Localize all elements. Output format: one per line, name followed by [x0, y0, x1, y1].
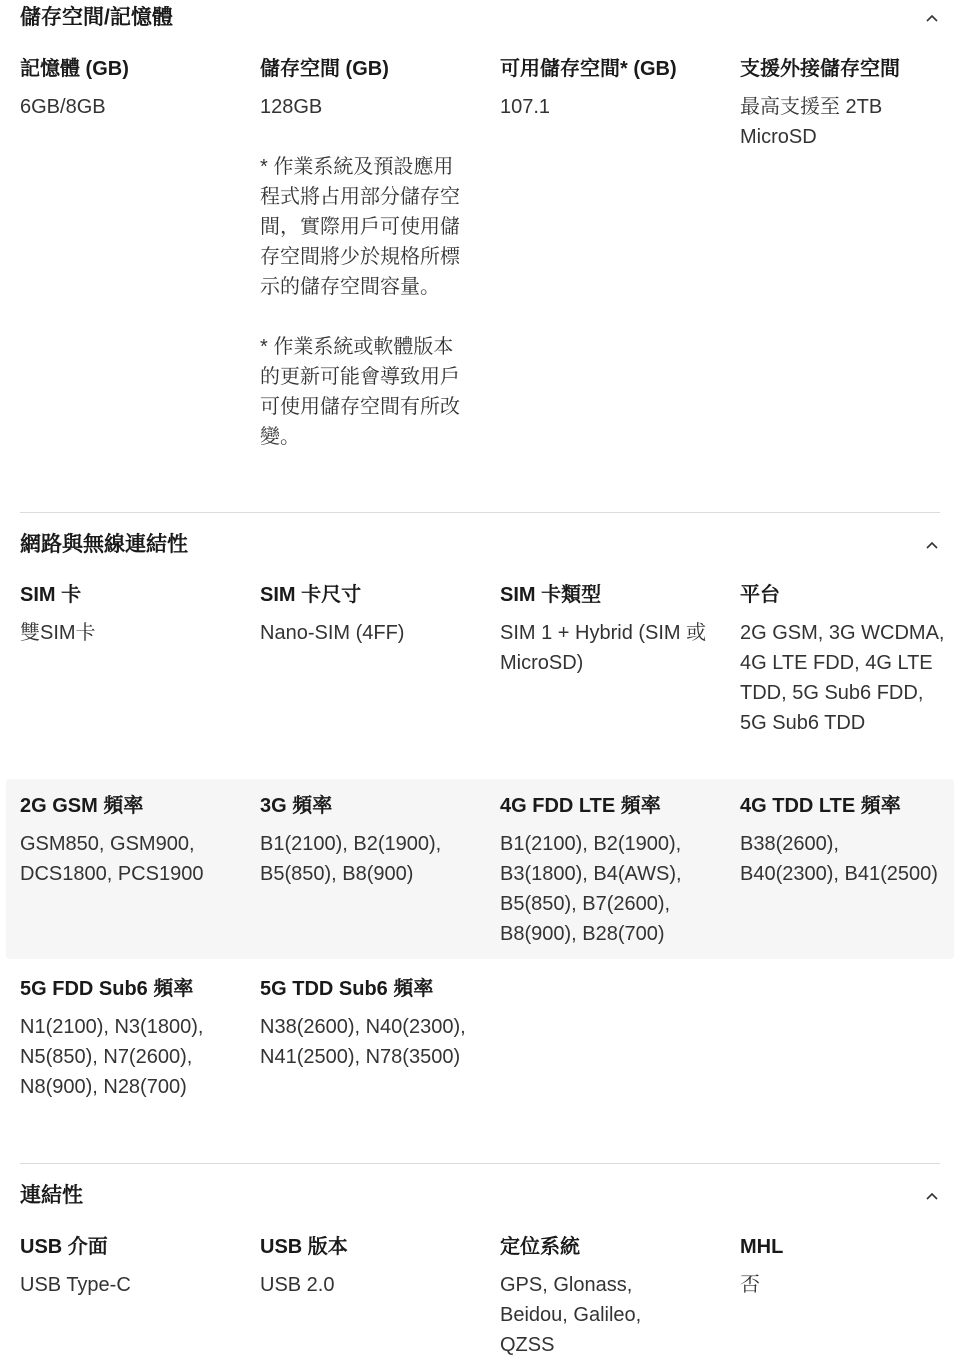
section-title: 連結性: [20, 1184, 83, 1207]
spec-item-4g-tdd: [740, 791, 940, 889]
spec-value: Nano-SIM (4FF): [260, 622, 405, 644]
divider: [20, 1163, 940, 1164]
spec-value: B1(2100), B2(1900), B3(1800), B4(AWS), B5(850), B7(2600), B8(900), B28(700): [500, 833, 682, 945]
spec-label: 5G FDD Sub6 頻率: [20, 978, 194, 1000]
spec-item-4g-fdd: [500, 791, 720, 949]
spec-label: SIM 卡類型: [500, 584, 602, 606]
spec-label: MHL: [740, 1236, 784, 1258]
spec-row-shaded: [6, 779, 954, 959]
spec-label: 4G TDD LTE 頻率: [740, 795, 901, 817]
storage-note: * 作業系統或軟體版本的更新可能會導致用戶可使用儲存空間有所改變。: [260, 336, 460, 448]
section-header-connectivity[interactable]: [20, 1178, 940, 1214]
spec-item-storage: [260, 54, 480, 452]
section-title: 儲存空間/記憶體: [20, 6, 173, 29]
spec-row: [0, 974, 960, 1144]
section-title: 網路與無線連結性: [20, 533, 188, 556]
spec-label: SIM 卡尺寸: [260, 584, 362, 606]
spec-item-usb-interface: [20, 1232, 240, 1300]
section-header-storage[interactable]: [20, 0, 940, 36]
spec-value: 雙SIM卡: [20, 622, 96, 644]
chevron-up-icon[interactable]: [924, 1188, 940, 1204]
spec-row: [0, 54, 960, 494]
spec-label: 3G 頻率: [260, 795, 333, 817]
section-header-network[interactable]: [20, 527, 940, 563]
spec-value: GSM850, GSM900, DCS1800, PCS1900: [20, 833, 204, 885]
spec-item-sim-type: [500, 580, 720, 678]
spec-item-3g: [260, 791, 480, 889]
spec-item-mhl: [740, 1232, 940, 1300]
spec-value: 107.1: [500, 96, 551, 118]
spec-label: 平台: [740, 584, 780, 606]
spec-item-sim-size: [260, 580, 480, 648]
spec-value: N1(2100), N3(1800), N5(850), N7(2600), N8(900), N28(700): [20, 1016, 204, 1098]
spec-item-2g: [20, 791, 240, 889]
spec-item-platform: [740, 580, 945, 738]
spec-value: USB 2.0: [260, 1274, 335, 1296]
spec-item-sim: [20, 580, 240, 648]
spec-item-external-storage: [740, 54, 940, 152]
spec-value: 2G GSM, 3G WCDMA, 4G LTE FDD, 4G LTE TDD, 5G Sub6 FDD, 5G Sub6 TDD: [740, 622, 945, 734]
spec-item-available-storage: [500, 54, 720, 122]
spec-item-5g-tdd: [260, 974, 480, 1072]
spec-label: 5G TDD Sub6 頻率: [260, 978, 434, 1000]
spec-label: 支援外接儲存空間: [740, 58, 900, 80]
spec-value: N38(2600), N40(2300), N41(2500), N78(3500): [260, 1016, 466, 1068]
divider: [20, 512, 940, 513]
spec-value: GPS, Glonass, Beidou, Galileo, QZSS: [500, 1274, 642, 1356]
spec-item-memory: [20, 54, 240, 122]
spec-label: 4G FDD LTE 頻率: [500, 795, 661, 817]
spec-label: USB 版本: [260, 1236, 348, 1258]
spec-value: 最高支援至 2TB MicroSD: [740, 96, 883, 148]
spec-row: [0, 1232, 960, 1368]
spec-item-usb-version: [260, 1232, 480, 1300]
spec-value: 128GB: [260, 96, 323, 118]
spec-value: B1(2100), B2(1900), B5(850), B8(900): [260, 833, 442, 885]
spec-label: 可用儲存空間* (GB): [500, 58, 677, 80]
spec-item-5g-fdd: [20, 974, 240, 1102]
spec-label: USB 介面: [20, 1236, 108, 1258]
spec-value: 6GB/8GB: [20, 96, 106, 118]
spec-label: 定位系統: [500, 1236, 580, 1258]
chevron-up-icon[interactable]: [924, 537, 940, 553]
spec-row: [0, 580, 960, 776]
spec-value: 否: [740, 1274, 760, 1296]
storage-note: * 作業系統及預設應用程式將占用部分儲存空間，實際用戶可使用儲存空間將少於規格所標示的儲存空間容量。: [260, 156, 460, 298]
spec-value: B38(2600), B40(2300), B41(2500): [740, 833, 938, 885]
spec-label: 儲存空間 (GB): [260, 58, 389, 80]
spec-item-location: [500, 1232, 680, 1360]
spec-value: SIM 1 + Hybrid (SIM 或 MicroSD): [500, 622, 707, 674]
chevron-up-icon[interactable]: [924, 10, 940, 26]
spec-value: USB Type-C: [20, 1274, 131, 1296]
spec-label: 2G GSM 頻率: [20, 795, 144, 817]
spec-label: 記憶體 (GB): [20, 58, 129, 80]
spec-label: SIM 卡: [20, 584, 82, 606]
